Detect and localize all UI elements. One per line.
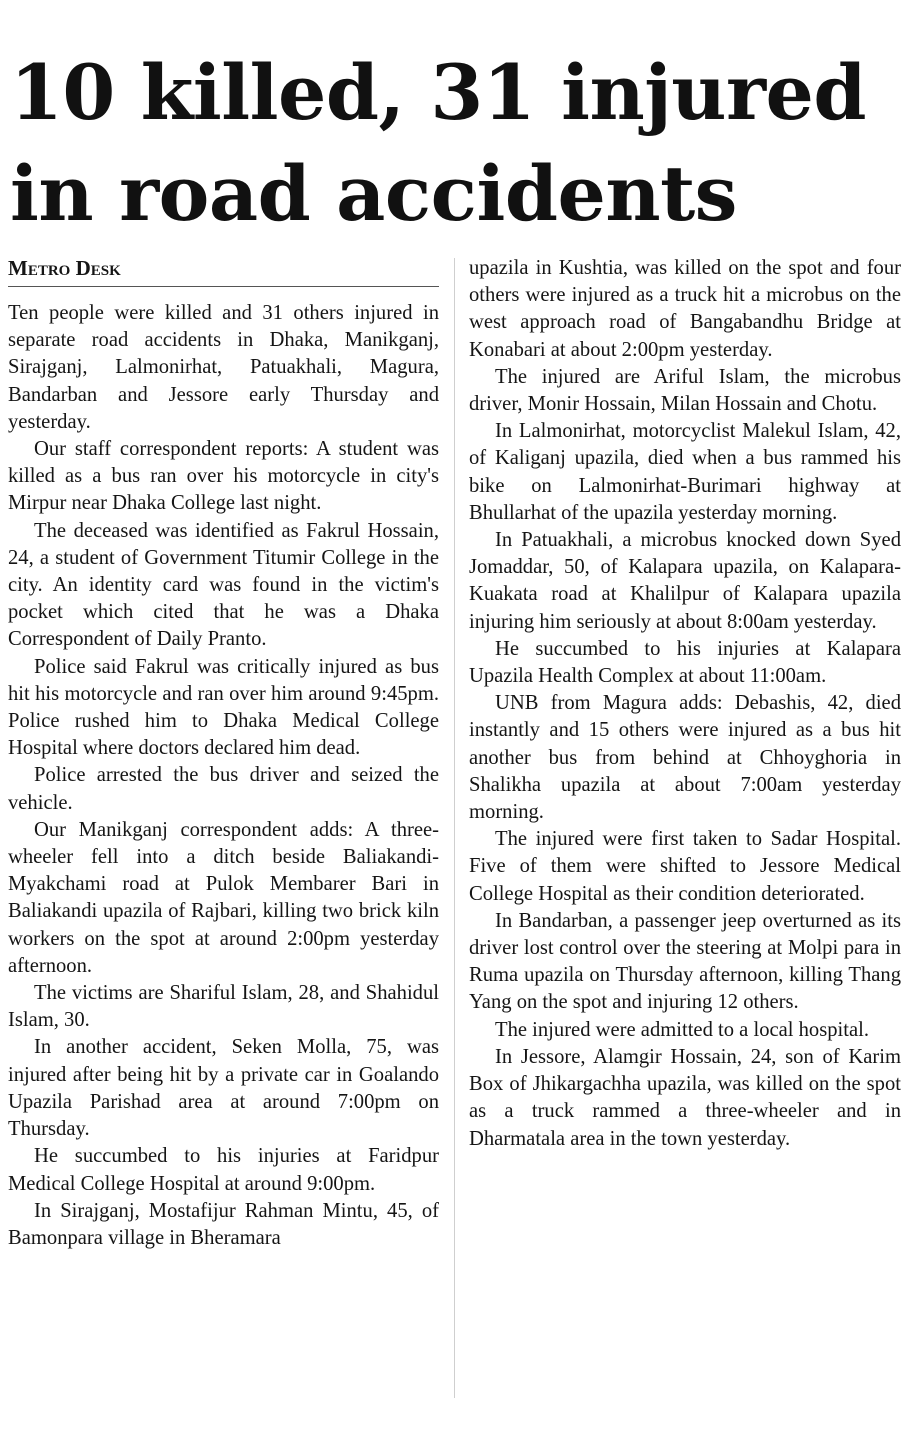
paragraph: Police said Fakrul was critically injured as bus hit his motorcycle and ran over him around 9:45pm. Police rushed him to Dhaka Medical College Hospital where doctors declared him dead. <box>8 655 439 760</box>
headline <box>10 42 905 244</box>
paragraph: The injured were first taken to Sadar Hospital. Five of them were shifted to Jessore Medical College Hospital as their condition deteriorated. <box>469 828 901 905</box>
paragraph: The injured are Ariful Islam, the microbus driver, Monir Hossain, Milan Hossain and Chotu. <box>469 365 901 416</box>
paragraph: In another accident, Seken Molla, 75, was injured after being hit by a private car in Goalando Upazila Parishad area at around 7:00pm on Thursday. <box>8 1036 439 1141</box>
paragraph: Police arrested the bus driver and seized the vehicle. <box>8 764 439 814</box>
paragraph: Our Manikganj correspondent adds: A three-wheeler fell into a ditch beside Baliakandi-Myakchami road at Pulok Membarer Bari in Baliakandi upazila of Rajbari, killing two brick kiln workers on the spot at around 2:00pm yesterday afternoon. <box>8 818 439 977</box>
byline: Metro Desk <box>8 255 439 287</box>
paragraph: The injured were admitted to a local hospital. <box>495 1018 869 1041</box>
paragraph: In Bandarban, a passenger jeep overturned as its driver lost control over the steering at Molpi para in Ruma upazila on Thursday afternoon, killing Thang Yang on the spot and injuring 12 others. <box>469 909 901 1014</box>
paragraph: upazila in Kushtia, was killed on the spot and four others were injured as a truck hit a microbus on the west approach road of Bangabandhu Bridge at Konabari at about 2:00pm yesterday. <box>469 257 901 361</box>
paragraph: In Lalmonirhat, motorcyclist Malekul Islam, 42, of Kaliganj upazila, died when a bus rammed his bike on Lalmonirhat-Burimari highway at Bhullarhat of the upazila yesterday morning. <box>469 420 901 524</box>
left-column <box>8 255 439 1252</box>
column-divider <box>454 258 455 1398</box>
right-column <box>469 255 901 1153</box>
paragraph: In Sirajganj, Mostafijur Rahman Mintu, 45, of Bamonpara village in Bheramara <box>8 1199 439 1249</box>
paragraph: In Jessore, Alamgir Hossain, 24, son of Karim Box of Jhikargachha upazila, was killed on the spot as a truck rammed a three-wheeler and in Dharmatala area in the town yesterday. <box>469 1045 901 1150</box>
paragraph: Ten people were killed and 31 others injured in separate road accidents in Dhaka, Manikganj, Sirajganj, Lalmonirhat, Patuakhali, Magura, Bandarban and Jessore early Thursday and yesterday. <box>8 302 439 433</box>
paragraph: The victims are Shariful Islam, 28, and Shahidul Islam, 30. <box>8 982 439 1032</box>
paragraph: In Patuakhali, a microbus knocked down Syed Jomaddar, 50, of Kalapara upazila, on Kalapara-Kuakata road at Khalilpur of Kalapara upazila injuring him seriously at about 8:00am yesterday. <box>469 529 901 633</box>
paragraph: He succumbed to his injuries at Faridpur Medical College Hospital at around 9:00pm. <box>8 1145 439 1195</box>
paragraph: Our staff correspondent reports: A student was killed as a bus ran over his motorcycle in city's Mirpur near Dhaka College last night. <box>8 438 439 515</box>
paragraph: UNB from Magura adds: Debashis, 42, died instantly and 15 others were injured as a bus hit another bus from behind at Chhoyghoria in Shalikha upazila at about 7:00am yesterday morning. <box>469 692 901 824</box>
headline-line-2: in road accidents <box>10 149 737 238</box>
paragraph: The deceased was identified as Fakrul Hossain, 24, a student of Government Titumir College in the city. An identity card was found in the victim's pocket which cited that he was a Dhaka Correspondent of Daily Pranto. <box>8 519 439 651</box>
headline-line-1: 10 killed, 31 injured <box>10 48 867 137</box>
paragraph: He succumbed to his injuries at Kalapara Upazila Health Complex at about 11:00am. <box>469 637 901 688</box>
